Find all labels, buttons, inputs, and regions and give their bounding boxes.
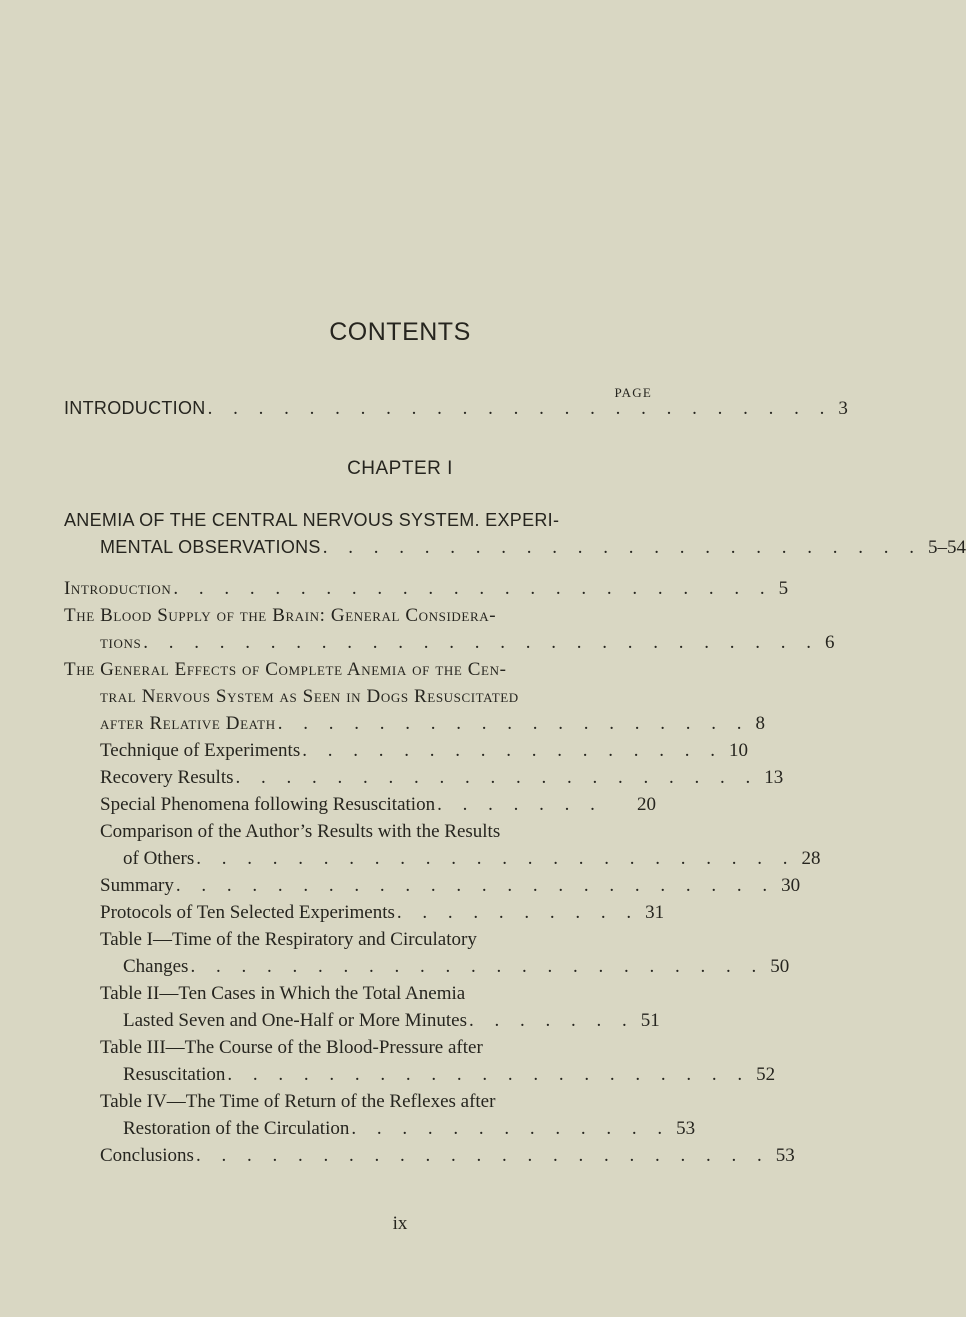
dot-leader: . . . . . . . — [469, 1010, 635, 1031]
dot-leader: . . . . . . . . . . . . . . . . . . . . . . . . — [196, 848, 796, 869]
toc-entry-table-2-line-1[interactable]: Table II—Ten Cases in Which the Total Anemia — [100, 983, 466, 1004]
toc-entry-page: 5 — [778, 578, 789, 599]
dot-leader: . . . . . . . . . . . . . . . . . . . — [277, 713, 750, 734]
toc-entry-label: Recovery Results — [100, 767, 234, 788]
toc-entry-page: 28 — [801, 848, 821, 869]
dot-leader: . . . . . . . . . . . . . . . . . — [302, 740, 723, 761]
dot-leader: . . . . . . . . . . . . . . . . . . . . . . . . — [175, 875, 776, 896]
toc-entry-label: MENTAL OBSERVATIONS — [100, 537, 321, 557]
toc-entry-label: Protocols of Ten Selected Experiments — [100, 902, 395, 923]
toc-entry-page: 52 — [756, 1064, 776, 1085]
toc-entry-label: Lasted Seven and One-Half or More Minutes — [123, 1010, 468, 1031]
toc-entry-blood-supply-line-1[interactable]: The Blood Supply of the Brain: General Considera- — [64, 605, 497, 626]
toc-entry-table-4-line-1[interactable]: Table IV—The Time of Return of the Reflexes after — [100, 1091, 496, 1112]
chapter-heading: CHAPTER I — [347, 458, 453, 479]
toc-entry-label: Introduction — [64, 578, 172, 599]
toc-entry-summary[interactable] — [100, 875, 801, 897]
toc-entry-recovery[interactable] — [100, 767, 784, 789]
toc-entry-chapter-1[interactable] — [100, 537, 966, 559]
toc-entry-table-1[interactable] — [123, 956, 790, 978]
dot-leader: . . . . . . . . . . . . . . . . . . . . . . . — [190, 956, 765, 977]
toc-entry-label: Special Phenomena following Resuscitation — [100, 794, 436, 815]
toc-entry-label: Conclusions — [100, 1145, 194, 1166]
dot-leader: . . . . . . . . . . . . . . . . . . . . . . . — [195, 1145, 770, 1166]
dot-leader: . . . . . . . . . . . . . . . . . . . . . — [235, 767, 759, 788]
toc-entry-technique[interactable] — [100, 740, 748, 762]
dot-leader: . . . . . . . . . . . . . . . . . . . . . — [227, 1064, 751, 1085]
toc-entry-label: of Others — [123, 848, 195, 869]
page-folio: ix — [392, 1213, 408, 1234]
toc-entry-page: 5–54 — [928, 537, 966, 558]
dot-leader: . . . . . . . — [437, 794, 603, 815]
toc-entry-page: 53 — [775, 1145, 795, 1166]
toc-entry-page: 31 — [645, 902, 665, 923]
toc-entry-label: Resuscitation — [123, 1064, 226, 1085]
toc-entry-page: 8 — [755, 713, 765, 734]
toc-entry-label: INTRODUCTION — [64, 398, 206, 418]
toc-entry-table-1-line-1[interactable]: Table I—Time of the Respiratory and Circulatory — [100, 929, 477, 950]
toc-entry-label: Technique of Experiments — [100, 740, 301, 761]
contents-title: CONTENTS — [329, 318, 471, 346]
toc-entry-page: 10 — [728, 740, 748, 761]
toc-entry-label: after Relative Death — [100, 713, 276, 734]
toc-entry-label: tions — [100, 632, 142, 653]
dot-leader: . . . . . . . . . . . . . . . . . . . . . . . . — [173, 578, 773, 599]
dot-leader: . . . . . . . . . . . . . . . . . . . . . . . . . . . — [143, 632, 820, 653]
toc-entry-comparison[interactable] — [123, 848, 821, 870]
toc-entry-label: Changes — [123, 956, 189, 977]
toc-entry-page: 30 — [781, 875, 801, 896]
toc-entry-page: 51 — [640, 1010, 660, 1031]
toc-entry-label: Summary — [100, 875, 174, 896]
toc-entry-page: 6 — [825, 632, 835, 653]
toc-entry-general-effects-line-2[interactable]: tral Nervous System as Seen in Dogs Resuscitated — [100, 686, 519, 707]
toc-entry-general-effects-line-1[interactable]: The General Effects of Complete Anemia of the Cen- — [64, 659, 507, 680]
toc-entry-blood-supply[interactable] — [100, 632, 835, 654]
toc-entry-comparison-line-1[interactable]: Comparison of the Author’s Results with the Results — [100, 821, 501, 842]
dot-leader: . . . . . . . . . . . . . . . . . . . . . . . . . — [207, 398, 833, 419]
toc-entry-page: 50 — [770, 956, 790, 977]
toc-entry-label: Restoration of the Circulation — [123, 1118, 350, 1139]
toc-entry-general-effects[interactable] — [100, 713, 765, 735]
toc-entry-page: 3 — [838, 398, 848, 419]
dot-leader: . . . . . . . . . . — [396, 902, 640, 923]
dot-leader: . . . . . . . . . . . . . . . . . . . . . . . . — [322, 537, 922, 558]
toc-entry-introduction[interactable] — [64, 398, 848, 420]
toc-entry-table-2[interactable] — [123, 1010, 660, 1032]
toc-entry-table-4[interactable] — [123, 1118, 696, 1140]
toc-entry-page: 13 — [764, 767, 784, 788]
toc-entry-page: 20 — [637, 794, 656, 815]
toc-entry-phenomena[interactable] — [100, 794, 656, 816]
chapter-title-line-1[interactable]: ANEMIA OF THE CENTRAL NERVOUS SYSTEM. EXPERI- — [64, 510, 560, 530]
toc-entry-conclusions[interactable] — [100, 1145, 795, 1167]
toc-entry-table-3-line-1[interactable]: Table III—The Course of the Blood-Pressure after — [100, 1037, 483, 1058]
dot-leader: . . . . . . . . . . . . . — [351, 1118, 671, 1139]
toc-entry-table-3[interactable] — [123, 1064, 776, 1086]
toc-entry-protocols[interactable] — [100, 902, 665, 924]
page-column-label: PAGE — [614, 385, 652, 400]
toc-entry-page: 53 — [676, 1118, 696, 1139]
toc-entry-section-introduction[interactable] — [64, 578, 789, 600]
